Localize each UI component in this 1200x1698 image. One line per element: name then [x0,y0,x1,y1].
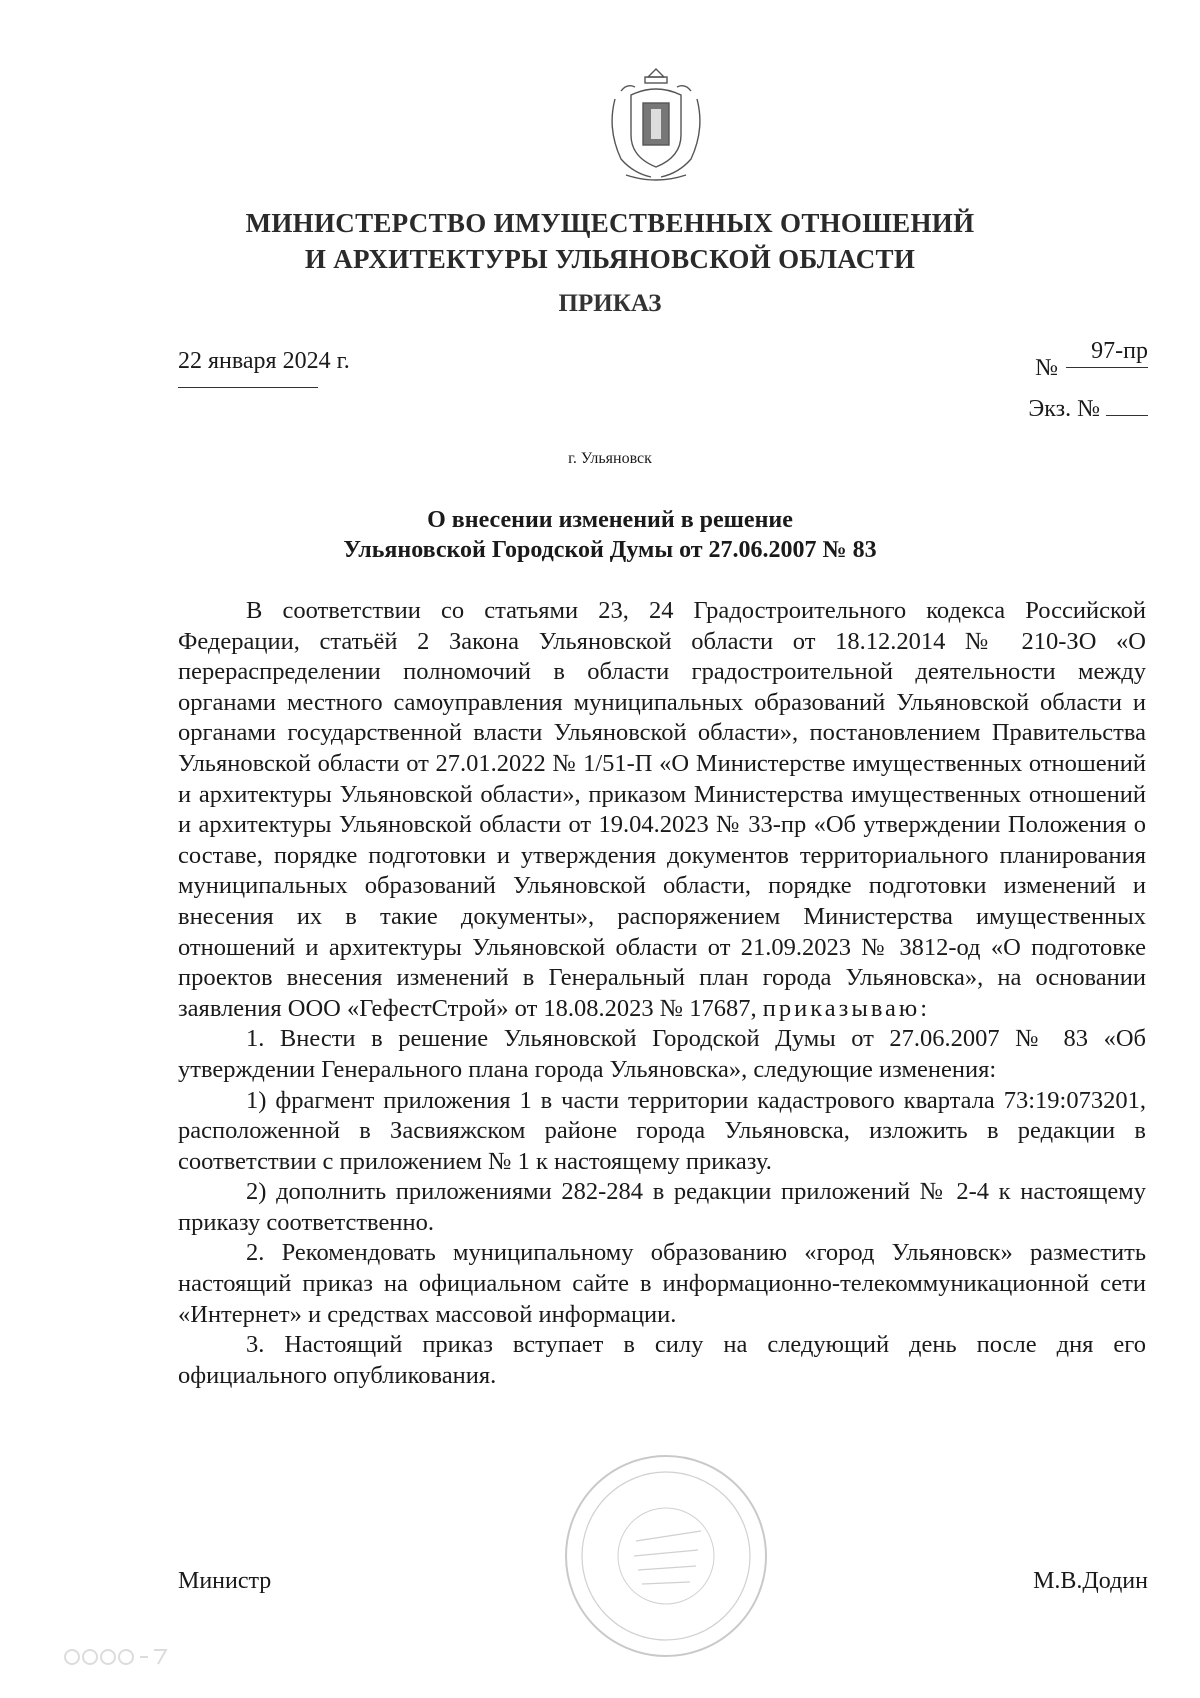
number-label: № [1035,355,1058,381]
document-subject [180,505,1040,565]
copy-number-blank [1106,395,1148,416]
subject-line2: Ульяновской Городской Думы от 27.06.2007 № 83 [343,537,877,563]
document-type: ПРИКАЗ [558,290,662,317]
copy-number [1028,395,1148,423]
document-number [1035,338,1148,382]
document-date: 22 января 2024 г. [178,348,350,374]
preamble-paragraph [178,596,1146,1024]
date-underline [178,387,318,388]
coat-of-arms-emblem [601,65,711,185]
signatory-name: М.В.Додин [1033,1568,1148,1594]
official-stamp [556,1446,776,1666]
subject-line1: О внесении изменений в решение [427,507,793,533]
item-1: 1. Внести в решение Ульяновской Городской Думы от 27.06.2007 № 83 «Об утверждении Генерального плана города Ульяновска», следующие изменения: [178,1025,1146,1083]
item-2: 2. Рекомендовать муниципальному образованию «город Ульяновск» разместить настоящий приказ на официальном сайте в информационно-телекоммуникационной сети «Интернет» и средствах массовой информации. [178,1239,1146,1328]
item-3: 3. Настоящий приказ вступает в силу на следующий день после дня его официального опубликования. [178,1331,1146,1389]
number-value: 97-пр [1066,338,1148,368]
scan-artifact-mark [62,1645,172,1669]
preamble-text: В соответствии со статьями 23, 24 Градостроительного кодекса Российской Федерации, статьёй 2 Закона Ульяновской области от 18.12.2014 № 210-ЗО «О перераспределении полномочий в области градостроительной деятельности между органами местного самоуправления муниципальных образований Ульяновской области и органами государственной власти Ульяновской области», постановлением Правительства Ульяновской области от 27.01.2022 № 1/51-П «О Министерстве имущественных отношений и архитектуры Ульяновской области», приказом Министерства имущественных отношений и архитектуры Ульяновской области от 19.04.2023 № 33-пр «Об утверждении Положения о составе, порядке подготовки и утверждения документов территориального планирования муниципальных образований Ульяновской области, порядке подготовки изменений и внесения их в такие документы», распоряжением Министерства имущественных отношений и архитектуры Ульяновской области от 21.09.2023 № 3812-од «О подготовке проектов внесения изменений в Генеральный план города Ульяновска», на основании заявления ООО «ГефестСтрой» от 18.08.2023 № 17687, [178,597,1146,1022]
ministry-name [180,205,1040,277]
item-1-1: 1) фрагмент приложения 1 в части территории кадастрового квартала 73:19:073201, расположенной в Засвияжском районе города Ульяновска, изложить в редакции в соответствии с приложением № 1 к настоящему приказу. [178,1086,1146,1175]
order-word: приказываю: [762,994,931,1022]
item-1-2: 2) дополнить приложениями 282-284 в редакции приложений № 2-4 к настоящему приказу соответственно. [178,1178,1146,1236]
document-city: г. Ульяновск [568,450,652,467]
document-body [178,596,1146,1391]
ministry-name-line1: МИНИСТЕРСТВО ИМУЩЕСТВЕННЫХ ОТНОШЕНИЙ [245,208,975,238]
signatory-role: Министр [178,1568,272,1594]
ministry-name-line2: И АРХИТЕКТУРЫ УЛЬЯНОВСКОЙ ОБЛАСТИ [304,244,916,274]
copy-number-label: Экз. № [1028,396,1100,422]
